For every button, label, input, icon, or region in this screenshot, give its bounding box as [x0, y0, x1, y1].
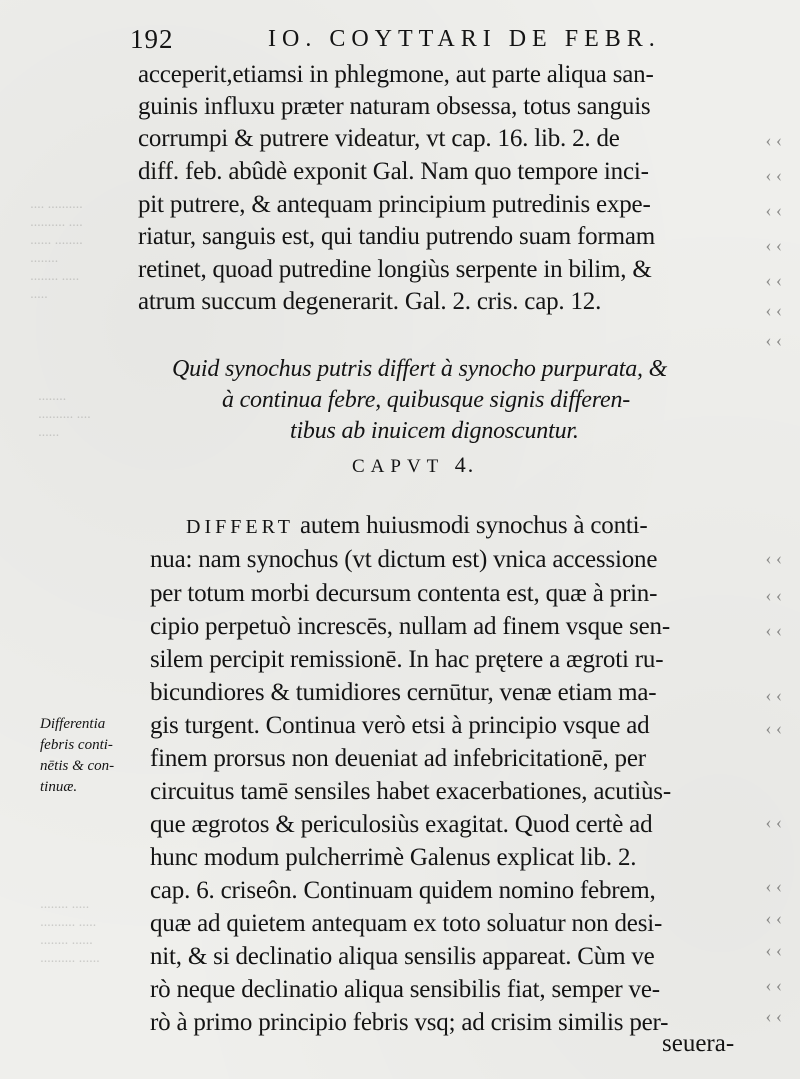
edge-mark: ‹ ‹ — [765, 585, 782, 605]
edge-mark: ‹ ‹ — [765, 975, 782, 995]
body-line: guinis influxu præter naturam obsessa, totus sanguis — [138, 93, 651, 120]
running-title: IO. COYTTARI DE FEBR. — [268, 26, 661, 52]
edge-mark: ‹ ‹ — [765, 908, 782, 928]
show-through-left-bottom: ········ ····· ·········· ····· ········ ······ ·········· ······ — [40, 901, 100, 970]
body-line: rò neque declinatio aliqua sensibilis fiat, semper ve- — [150, 976, 660, 1003]
show-through-left-mid: ········ ·········· ···· ······ — [38, 393, 91, 444]
edge-mark: ‹ ‹ — [765, 940, 782, 960]
body-line: circuitus tamē sensiles habet exacerbationes, acutiùs- — [150, 778, 671, 805]
edge-mark: ‹ ‹ — [765, 200, 782, 220]
chapter-label-number: 4. — [454, 452, 476, 477]
edge-mark: ‹ ‹ — [765, 812, 782, 832]
body-line: corrumpi & putrere videatur, vt cap. 16. lib. 2. de — [138, 125, 620, 152]
catchword: seuera- — [662, 1030, 735, 1057]
edge-mark: ‹ ‹ — [765, 300, 782, 320]
page-header — [128, 22, 688, 58]
body-line: riatur, sanguis est, qui tandiu putrendo suam formam — [138, 223, 655, 250]
body-line: quæ ad quietem antequam ex toto soluatur non desi- — [150, 910, 663, 937]
chapter-heading-line: à continua febre, quibusque signis differen- — [222, 387, 631, 413]
body-line: nit, & si declinatio aliqua sensilis appareat. Cùm ve — [150, 943, 655, 970]
page-number: 192 — [130, 24, 174, 54]
body-line: atrum succum degenerarit. Gal. 2. cris. cap. 12. — [138, 288, 602, 315]
edge-mark: ‹ ‹ — [765, 548, 782, 568]
body-line: per totum morbi decursum contenta est, quæ à prin- — [150, 580, 658, 607]
body-line: cipio perpetuò increscēs, nullam ad finem vsque sen- — [150, 613, 670, 640]
edge-mark: ‹ ‹ — [765, 270, 782, 290]
chapter-label-word: CAPVT — [352, 456, 444, 477]
edge-mark: ‹ ‹ — [765, 235, 782, 255]
marginal-note-line: Differentia — [40, 716, 106, 732]
chapter-label — [352, 452, 475, 478]
body-line: gis turgent. Continua verò etsi à principio vsque ad — [150, 712, 650, 739]
marginal-note — [40, 714, 114, 798]
edge-mark: ‹ ‹ — [765, 1006, 782, 1026]
edge-mark: ‹ ‹ — [765, 876, 782, 896]
body-line: rò à primo principio febris vsq; ad crisim similis per- — [150, 1009, 669, 1036]
edge-mark: ‹ ‹ — [765, 718, 782, 738]
opening-word: DIFFERT — [186, 516, 294, 538]
body-line: diff. feb. abûdè exponit Gal. Nam quo tempore inci- — [138, 158, 649, 185]
body-line: que ægrotos & periculosiùs exagitat. Quod certè ad — [150, 811, 653, 838]
show-through-left-top: ···· ·········· ·········· ···· ······ ········ ········ ········ ····· ····· — [30, 201, 83, 306]
body-line: bicundiores & tumidiores cernūtur, venæ etiam ma- — [150, 679, 657, 706]
body-line: retinet, quoad putredine longiùs serpente in bilim, & — [138, 256, 652, 283]
marginal-note-line: nētis & con- — [40, 758, 115, 774]
chapter-heading-line: Quid synochus putris differt à synocho purpurata, & — [172, 356, 668, 382]
chapter-heading-line: tibus ab inuicem dignoscuntur. — [290, 418, 579, 444]
body-line-first — [186, 511, 746, 542]
edge-mark: ‹ ‹ — [765, 685, 782, 705]
edge-mark: ‹ ‹ — [765, 130, 782, 150]
body-line: acceperit,etiamsi in phlegmone, aut parte aliqua san- — [138, 61, 654, 88]
body-line: cap. 6. criseôn. Continuam quidem nomino febrem, — [150, 877, 656, 904]
opening-line-rest: autem huiusmodi synochus à conti- — [293, 512, 648, 539]
edge-mark: ‹ ‹ — [765, 620, 782, 640]
body-line: nua: nam synochus (vt dictum est) vnica accessione — [150, 546, 658, 573]
body-line: finem prorsus non deueniat ad infebricitationē, per — [150, 745, 646, 772]
edge-mark: ‹ ‹ — [765, 165, 782, 185]
marginal-note-line: febris conti- — [40, 737, 113, 753]
body-line: pit putrere, & antequam principium putredinis expe- — [138, 191, 651, 218]
body-line: silem percipit remissionē. In hac prętere a ægroti ru- — [150, 646, 664, 673]
body-line: hunc modum pulcherrimè Galenus explicat lib. 2. — [150, 844, 637, 871]
marginal-note-line: tinuæ. — [40, 779, 78, 795]
edge-mark: ‹ ‹ — [765, 330, 782, 350]
